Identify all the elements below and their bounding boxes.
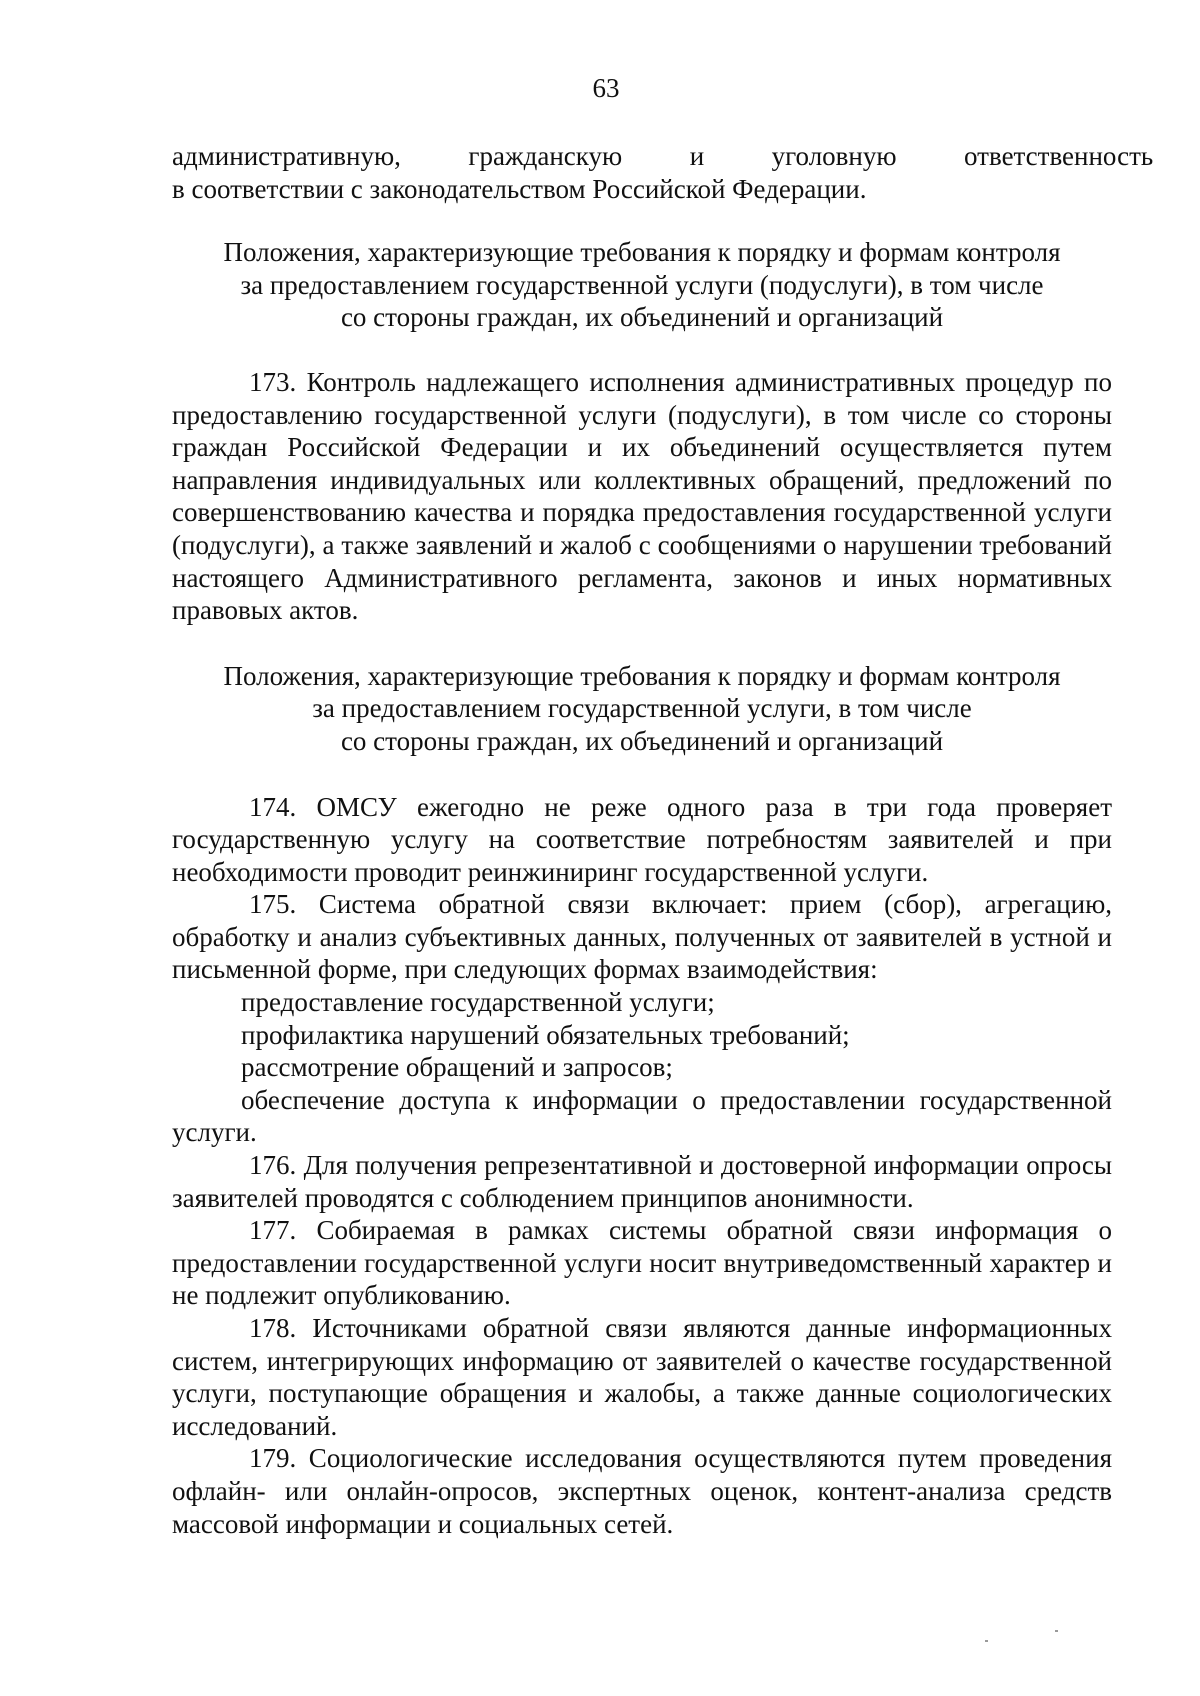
list-item-3: рассмотрение обращений и запросов; <box>241 1052 673 1083</box>
list-item-2: профилактика нарушений обязательных требований; <box>241 1019 850 1050</box>
paragraph-174: 174. ОМСУ ежегодно не реже одного раза в три года проверяет государственную услугу на соответствие потребностям заявителей и при необходимости проводит реинжиниринг государственной услуги. <box>172 791 1112 887</box>
spacer <box>172 758 1112 791</box>
scan-artifact <box>985 1640 988 1642</box>
section-heading-1-line-1: Положения, характеризующие требования к порядку и формам контроля <box>223 237 1061 268</box>
scan-artifact <box>1055 1630 1058 1632</box>
page-number: 63 <box>592 73 620 103</box>
list-item-1: предоставление государственной услуги; <box>241 987 715 1018</box>
spacer <box>172 627 1112 660</box>
paragraph-175: 175. Система обратной связи включает: прием (сбор), агрегацию, обработку и анализ субъективных данных, полученных от заявителей в устной и письменной форме, при следующих формах взаимодействия: <box>172 889 1112 985</box>
list-item-4: обеспечение доступа к информации о предоставлении государственной услуги. <box>172 1084 1112 1148</box>
section-heading-1-line-2: за предоставлением государственной услуги (подуслуги), в том числе <box>240 269 1044 300</box>
section-heading-2 <box>172 660 1112 758</box>
paragraph-176: 176. Для получения репрезентативной и достоверной информации опросы заявителей проводятся с соблюдением принципов анонимности. <box>172 1150 1112 1213</box>
spacer <box>172 334 1112 366</box>
paragraph-173: 173. Контроль надлежащего исполнения административных процедур по предоставлению государственной услуги (подуслуги), в том числе со стороны граждан Российской Федерации и их объединений осуществляется путем направления индивидуальных или коллективных обращений, предложений по совершенствованию качества и порядка предоставления государственной услуги (подуслуги), а также заявлений и жалоб с сообщениями о нарушении требований настоящего Административного регламента, законов и иных нормативных правовых актов. <box>172 366 1112 626</box>
paragraph-178: 178. Источниками обратной связи являются данные информационных систем, интегрирующих информацию от заявителей о качестве государственной услуги, поступающие обращения и жалобы, а также данные социологических исследований. <box>172 1313 1112 1441</box>
paragraph-177: 177. Собираемая в рамках системы обратной связи информация о предоставлении государственной услуги носит внутриведомственный характер и не подлежит опубликованию. <box>172 1215 1112 1311</box>
section-heading-2-line-3: со стороны граждан, их объединений и организаций <box>340 725 944 756</box>
document-body <box>172 140 1154 1540</box>
intro-paragraph <box>172 140 1154 205</box>
spacer <box>172 205 1112 236</box>
section-heading-1-line-3: со стороны граждан, их объединений и организаций <box>340 302 944 333</box>
section-heading-1 <box>172 236 1112 334</box>
section-heading-2-line-2: за предоставлением государственной услуги, в том числе <box>312 693 972 724</box>
intro-line-1: административную, гражданскую и уголовную ответственность <box>172 141 1154 171</box>
section-heading-2-line-1: Положения, характеризующие требования к порядку и формам контроля <box>223 660 1061 691</box>
paragraph-179: 179. Социологические исследования осуществляются путем проведения офлайн- или онлайн-опросов, экспертных оценок, контент-анализа средств массовой информации и социальных сетей. <box>172 1443 1112 1539</box>
intro-line-2: в соответствии с законодательством Российской Федерации. <box>172 173 867 204</box>
